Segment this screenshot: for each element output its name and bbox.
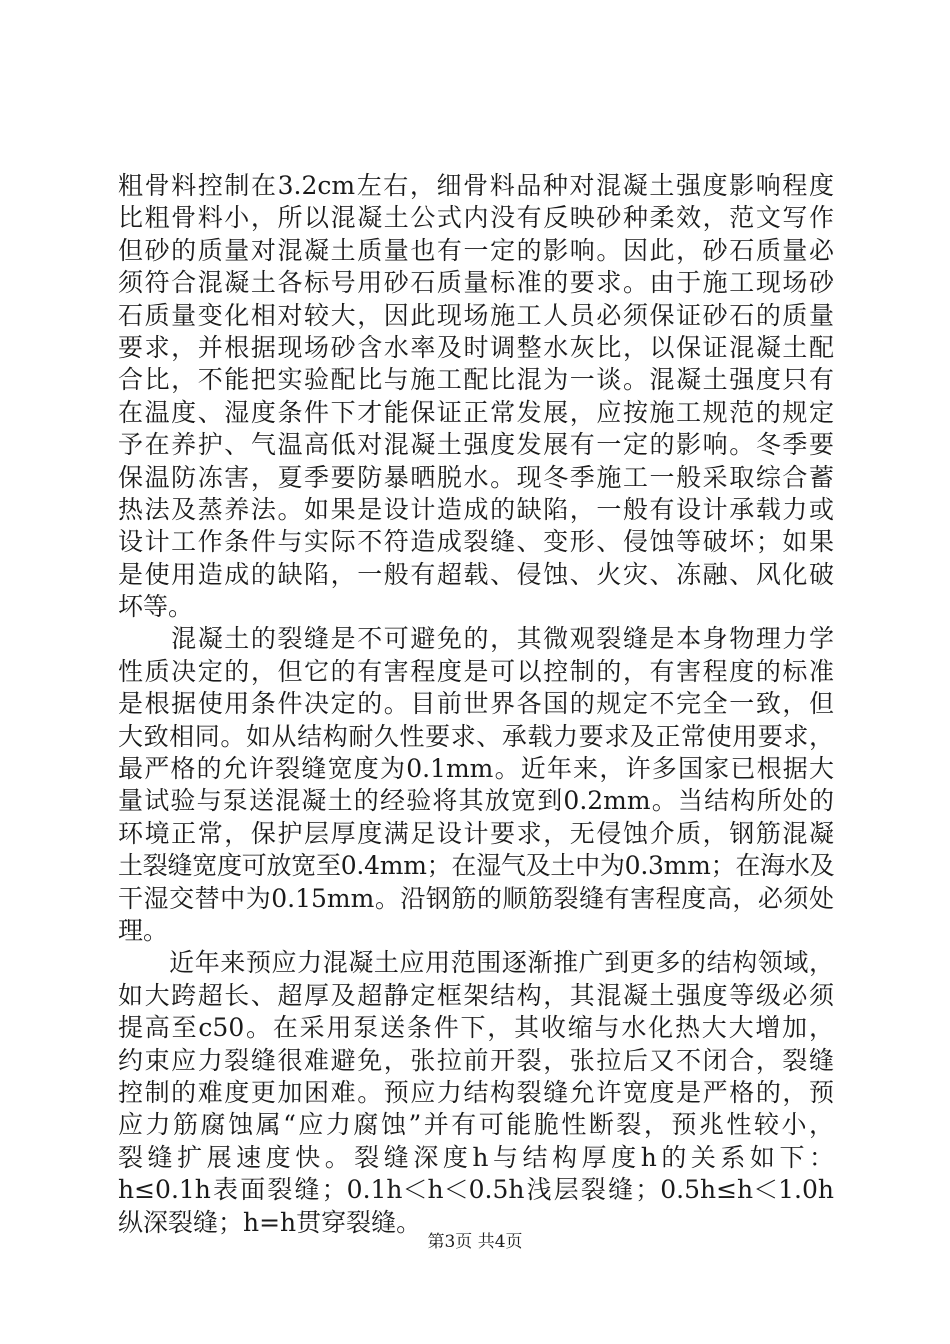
text-line: 最严格的允许裂缝宽度为0.1mm。近年来，许多国家已根据大 (118, 754, 834, 784)
text-line: 干湿交替中为0.15mm。沿钢筋的顺筋裂缝有害程度高，必须处 (118, 883, 834, 913)
text-line: 设计工作条件与实际不符造成裂缝、变形、侵蚀等破坏；如果 (118, 527, 834, 557)
text-line: 热法及蒸养法。如果是设计造成的缺陷，一般有设计承载力或 (118, 494, 834, 524)
text-line: 环境正常，保护层厚度满足设计要求，无侵蚀介质，钢筋混凝 (118, 818, 834, 848)
paragraph-1 (118, 170, 834, 623)
text-line: 混凝土的裂缝是不可避免的，其微观裂缝是本身物理力学 (118, 624, 834, 654)
text-line: 性质决定的，但它的有害程度是可以控制的，有害程度的标准 (118, 656, 834, 686)
text-line: 如大跨超长、超厚及超静定框架结构，其混凝土强度等级必须 (118, 980, 834, 1010)
text-line: 约束应力裂缝很难避免，张拉前开裂，张拉后又不闭合，裂缝 (118, 1045, 834, 1075)
text-line: 在温度、湿度条件下才能保证正常发展，应按施工规范的规定 (118, 397, 834, 427)
text-line: 应力筋腐蚀属“应力腐蚀”并有可能脆性断裂，预兆性较小， (118, 1110, 834, 1140)
page-number-footer: 第3页 共4页 (427, 1232, 523, 1252)
body-text (118, 170, 834, 1239)
text-line: 理。 (118, 915, 169, 945)
paragraph-3 (118, 947, 834, 1239)
text-line: 土裂缝宽度可放宽至0.4mm；在湿气及土中为0.3mm；在海水及 (118, 851, 835, 881)
text-line: 提高至c50。在采用泵送条件下，其收缩与水化热大大增加， (118, 1013, 834, 1043)
text-line: 近年来预应力混凝土应用范围逐渐推广到更多的结构领域， (118, 948, 834, 978)
text-line: h≤0.1h表面裂缝；0.1h＜h＜0.5h浅层裂缝；0.5h≤h＜1.0h (118, 1175, 834, 1205)
text-line: 量试验与泵送混凝土的经验将其放宽到0.2mm。当结构所处的 (118, 786, 834, 816)
text-line: 要求，并根据现场砂含水率及时调整水灰比，以保证混凝土配 (118, 332, 834, 362)
text-line: 裂缝扩展速度快。裂缝深度h与结构厚度h的关系如下： (118, 1142, 834, 1172)
text-line: 但砂的质量对混凝土质量也有一定的影响。因此，砂石质量必 (118, 235, 834, 265)
text-line: 粗骨料控制在3.2cm左右，细骨料品种对混凝土强度影响程度 (118, 171, 834, 200)
text-line: 须符合混凝土各标号用砂石质量标准的要求。由于施工现场砂 (118, 268, 834, 298)
text-line: 是使用造成的缺陷，一般有超载、侵蚀、火灾、冻融、风化破 (118, 559, 834, 589)
text-line: 是根据使用条件决定的。目前世界各国的规定不完全一致，但 (118, 689, 834, 719)
text-line: 予在养护、气温高低对混凝土强度发展有一定的影响。冬季要 (118, 430, 834, 460)
text-line: 合比，不能把实验配比与施工配比混为一谈。混凝土强度只有 (118, 365, 834, 395)
text-line: 控制的难度更加困难。预应力结构裂缝允许宽度是严格的，预 (118, 1077, 834, 1107)
text-line: 纵深裂缝；h=h贯穿裂缝。 (118, 1207, 422, 1237)
text-line: 比粗骨料小，所以混凝土公式内没有反映砂种柔效，范文写作 (118, 203, 834, 233)
text-line: 大致相同。如从结构耐久性要求、承载力要求及正常使用要求， (118, 721, 834, 751)
paragraph-2 (118, 623, 834, 947)
text-line: 石质量变化相对较大，因此现场施工人员必须保证砂石的质量 (118, 300, 834, 330)
text-line: 保温防冻害，夏季要防暴晒脱水。现冬季施工一般采取综合蓄 (118, 462, 834, 492)
text-line: 坏等。 (118, 592, 194, 622)
